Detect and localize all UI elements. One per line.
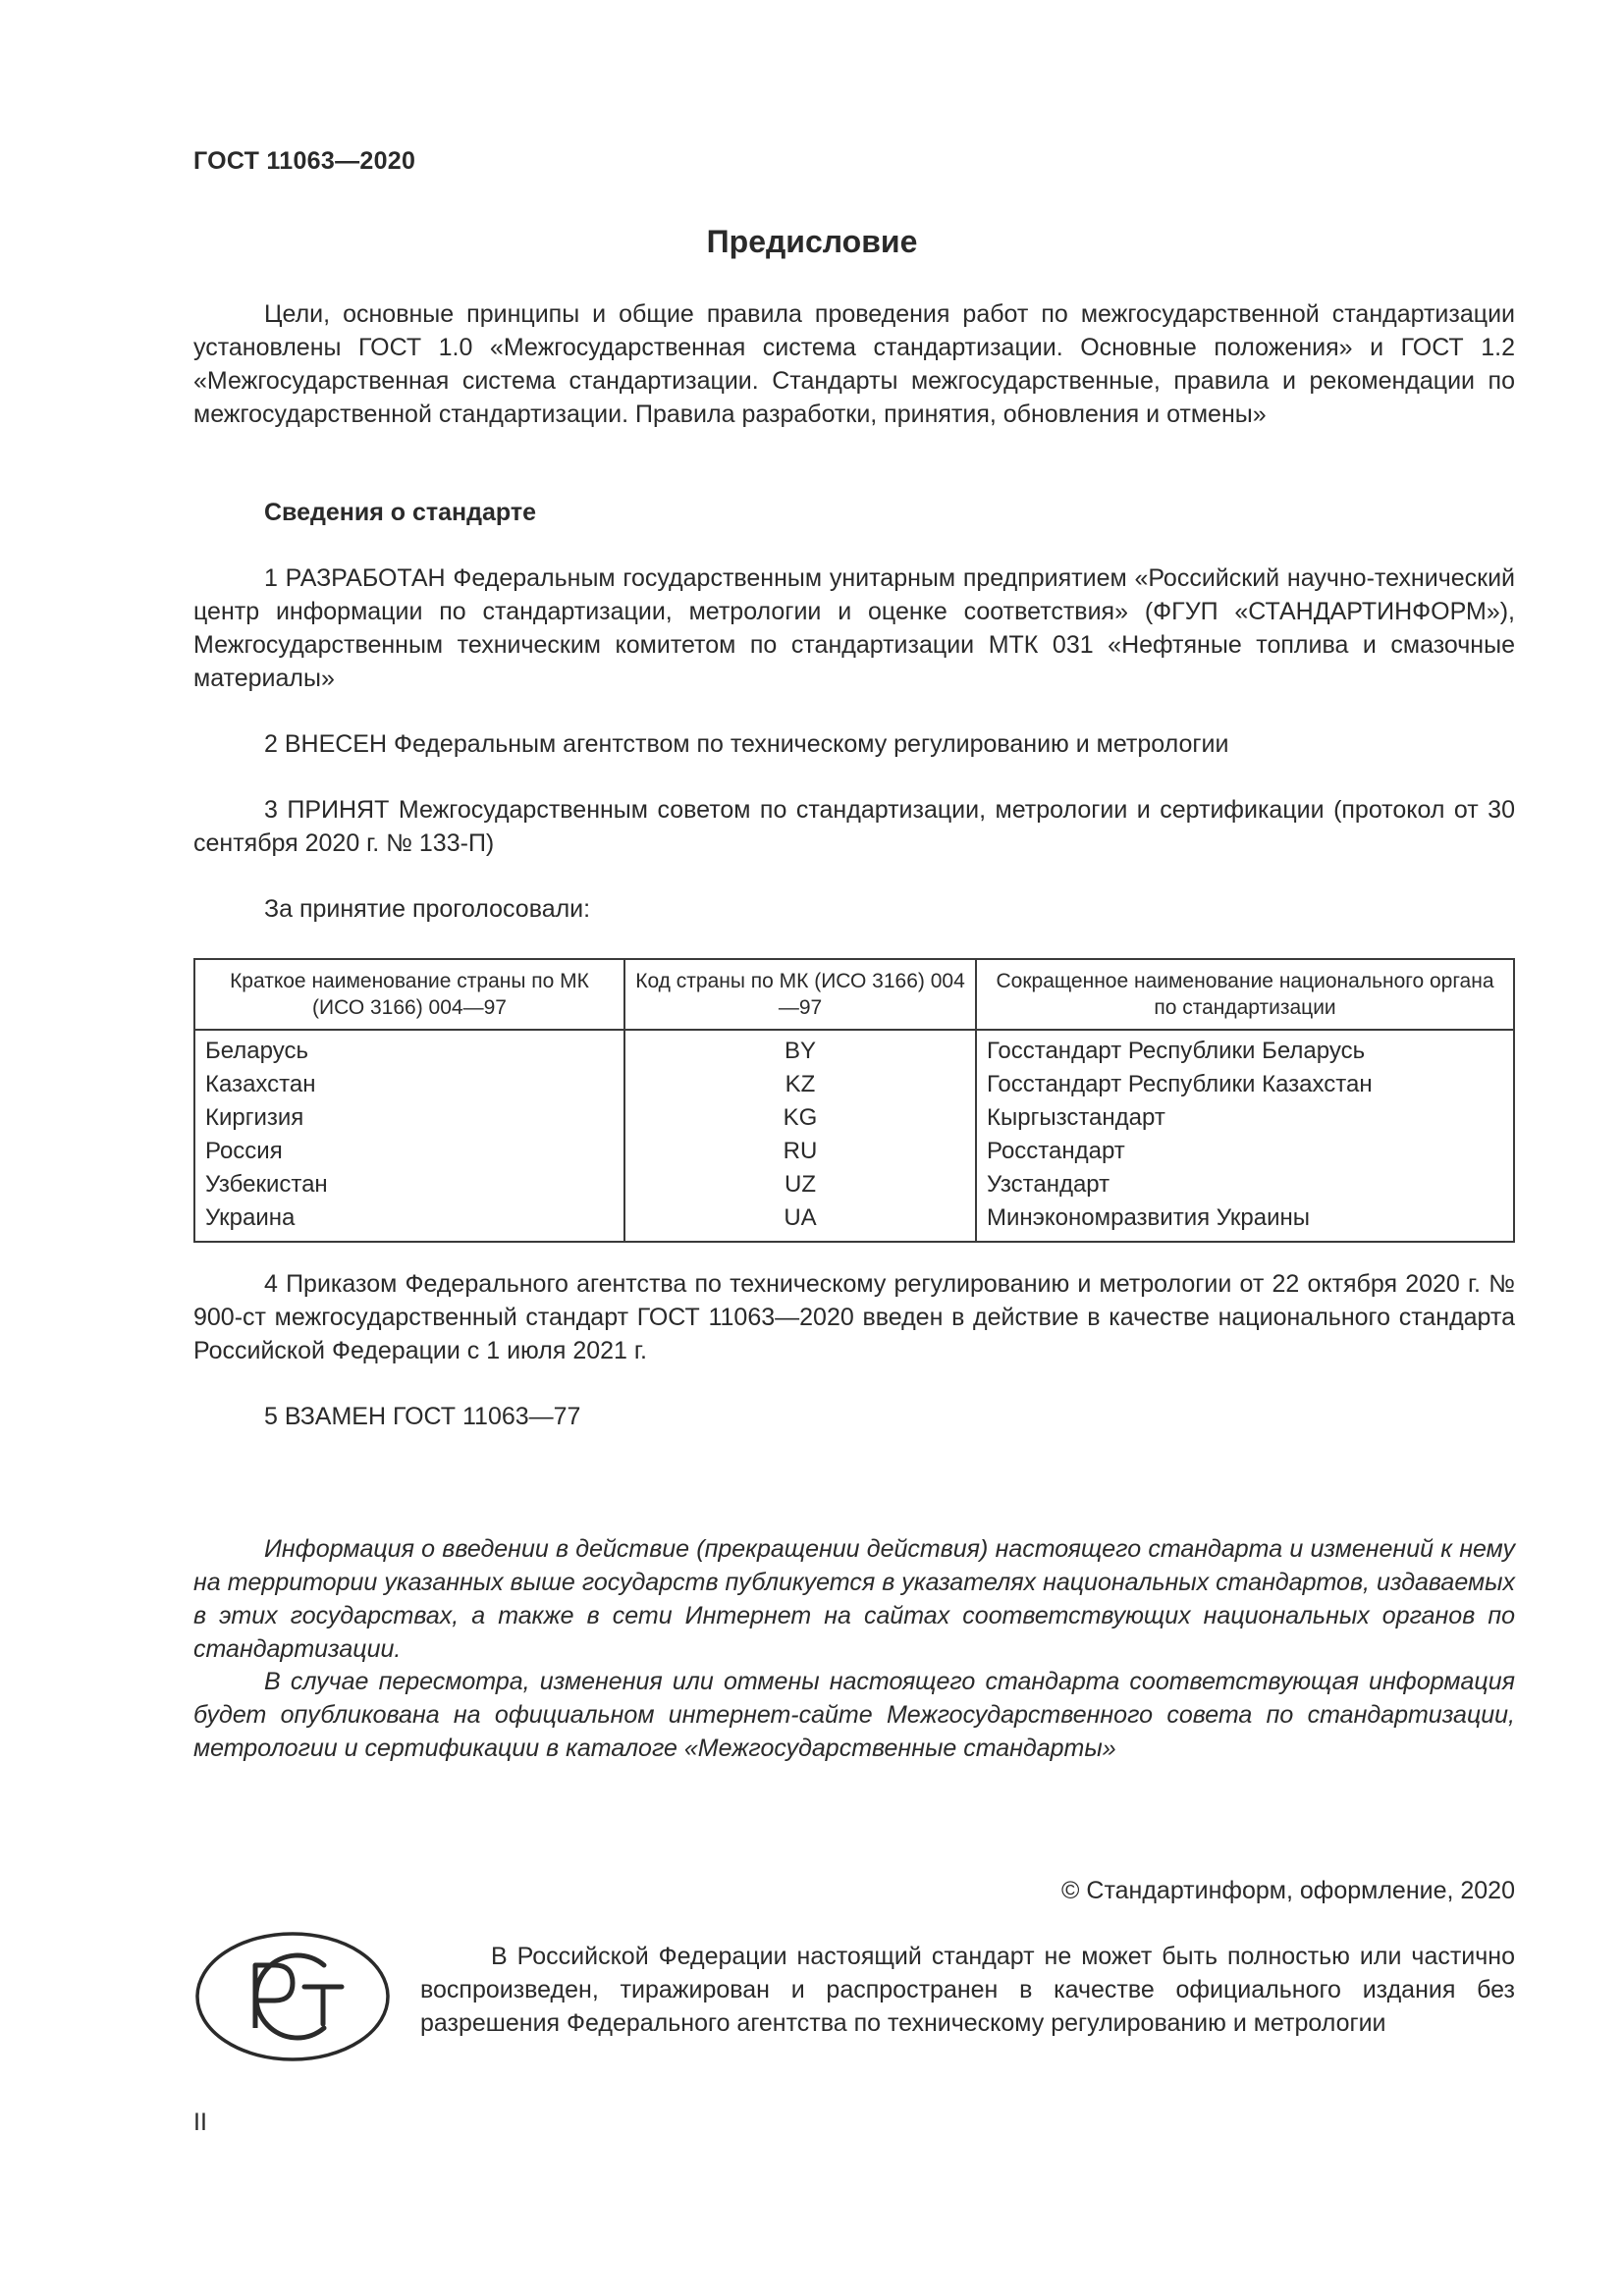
- header-standards-body: Сокращенное наименование национального органа по стандартизации: [976, 959, 1514, 1030]
- header-country-code: Код страны по МК (ИСО 3166) 004—97: [624, 959, 976, 1030]
- standards-body: Минэкономразвития Украины: [976, 1201, 1514, 1242]
- country-code: BY: [624, 1030, 976, 1068]
- item-introduced: 2 ВНЕСЕН Федеральным агентством по техническому регулированию и метрологии: [264, 730, 1229, 758]
- table-row: [194, 1135, 1514, 1168]
- item-adopted: 3 ПРИНЯТ Межгосударственным советом по стандартизации, метрологии и сертификации (протокол от 30 сентября 2020 г. № 133-П): [193, 796, 1515, 857]
- table-row: [194, 1101, 1514, 1135]
- country-name: Беларусь: [194, 1030, 624, 1068]
- notes-paragraph-1: Информация о введении в действие (прекращении действия) настоящего стандарта и изменений к нему на территории указанных выше государств публикуется в указателях национальных стандартов, издаваемых в этих государствах, а также в сети Интернет на сайтах соответствующих национальных органов по стандартизации.: [193, 1535, 1515, 1663]
- item-replaces: 5 ВЗАМЕН ГОСТ 11063—77: [264, 1403, 581, 1430]
- country-code: UA: [624, 1201, 976, 1242]
- country-name: Казахстан: [194, 1068, 624, 1101]
- table-header-row: [194, 959, 1514, 1030]
- info-heading: Сведения о стандарте: [264, 499, 537, 526]
- country-code: UZ: [624, 1168, 976, 1201]
- country-name: Киргизия: [194, 1101, 624, 1135]
- country-code: KZ: [624, 1068, 976, 1101]
- page-number: II: [193, 2109, 207, 2136]
- table-row: [194, 1168, 1514, 1201]
- item-developed: 1 РАЗРАБОТАН Федеральным государственным унитарным предприятием «Российский научно-технический центр информации по стандартизации, метрологии и оценке соответствия» (ФГУП «СТАНДАРТИНФОРМ»), Межгосударственным техническим комитетом по стандартизации МТК 031 «Нефтяные топлива и смазочные материалы»: [193, 564, 1515, 692]
- standards-body: Госстандарт Республики Казахстан: [976, 1068, 1514, 1101]
- voted-label: За принятие проголосовали:: [264, 895, 591, 923]
- item-order: 4 Приказом Федерального агентства по техническому регулированию и метрологии от 22 октября 2020 г. № 900-ст межгосударственный стандарт ГОСТ 11063—2020 введен в действие в качестве национального стандарта Российской Федерации с 1 июля 2021 г.: [193, 1270, 1515, 1364]
- table-row: [194, 1068, 1514, 1101]
- standards-body: Узстандарт: [976, 1168, 1514, 1201]
- country-code: RU: [624, 1135, 976, 1168]
- intro-paragraph: Цели, основные принципы и общие правила проведения работ по межгосударственной стандартизации установлены ГОСТ 1.0 «Межгосударственная система стандартизации. Основные положения» и ГОСТ 1.2 «Межгосударственная система стандартизации. Стандарты межгосударственные, правила и рекомендации по межгосударственной стандартизации. Правила разработки, принятия, обновления и отмены»: [193, 300, 1515, 428]
- table-row: [194, 1030, 1514, 1068]
- notes-paragraph-2: В случае пересмотра, изменения или отмены настоящего стандарта соответствующая информация будет опубликована на официальном интернет-сайте Межгосударственного совета по стандартизации, метрологии и сертификации в каталоге «Межгосударственные стандарты»: [193, 1668, 1515, 1762]
- country-name: Россия: [194, 1135, 624, 1168]
- document-code-header: ГОСТ 11063—2020: [193, 147, 416, 175]
- standards-body: Кыргызстандарт: [976, 1101, 1514, 1135]
- rst-certification-mark-icon: [194, 1930, 391, 2063]
- country-name: Украина: [194, 1201, 624, 1242]
- header-country-name: Краткое наименование страны по МК (ИСО 3166) 004—97: [194, 959, 624, 1030]
- copyright-line: © Стандартинформ, оформление, 2020: [1061, 1877, 1515, 1904]
- reprint-notice: В Российской Федерации настоящий стандарт не может быть полностью или частично воспроизведен, тиражирован и распространен в качестве официального издания без разрешения Федерального агентства по техническому регулированию и метрологии: [420, 1943, 1515, 2037]
- standards-body: Росстандарт: [976, 1135, 1514, 1168]
- country-name: Узбекистан: [194, 1168, 624, 1201]
- table-row: [194, 1201, 1514, 1242]
- page-title: Предисловие: [706, 224, 918, 259]
- standards-body: Госстандарт Республики Беларусь: [976, 1030, 1514, 1068]
- country-code: KG: [624, 1101, 976, 1135]
- vote-table: [193, 958, 1515, 1243]
